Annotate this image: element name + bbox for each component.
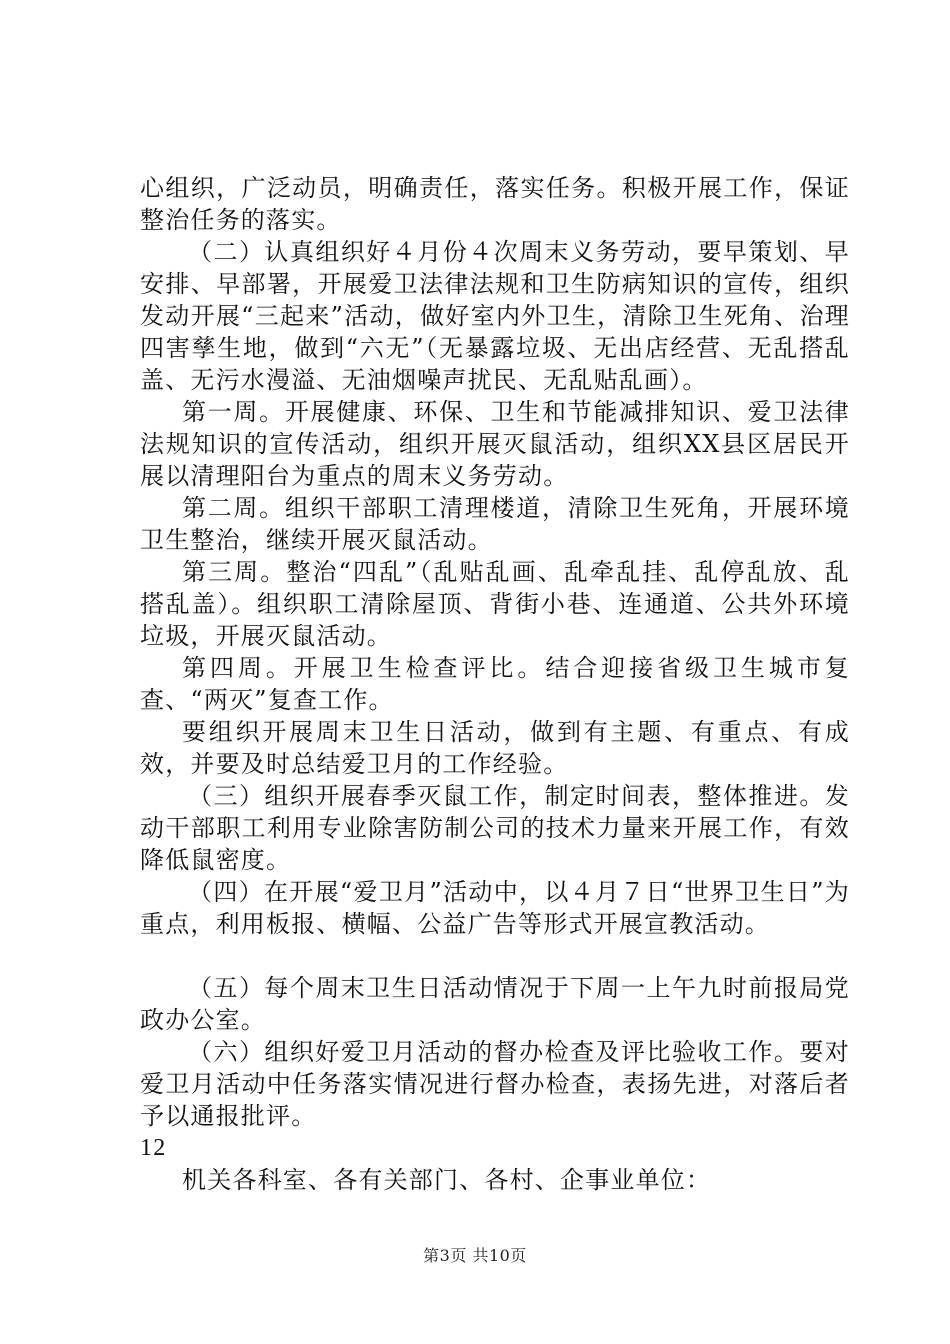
paragraph-week-3: 第三周。整治“四乱”（乱贴乱画、乱牵乱挂、乱停乱放、乱搭乱盖）。组织职工清除屋顶、背街小巷、连通道、公共外环境垃圾，开展灭鼠活动。 <box>140 558 850 650</box>
page-footer: 第3页 共10页 <box>423 1246 527 1265</box>
paragraph-section-4: （四）在开展“爱卫月”活动中，以４月７日“世界卫生日”为重点，利用板报、横幅、公益广告等形式开展宣教活动。 <box>140 878 850 938</box>
number-line: 12 <box>140 1135 167 1161</box>
paragraph-weekend-activity: 要组织开展周末卫生日活动，做到有主题、有重点、有成效，并要及时总结爱卫月的工作经验。 <box>140 718 850 778</box>
paragraph-section-5: （五）每个周末卫生日活动情况于下周一上午九时前报局党政办公室。 <box>140 974 850 1034</box>
paragraph-week-1: 第一周。开展健康、环保、卫生和节能减排知识、爱卫法律法规知识的宣传活动，组织开展灭鼠活动，组织XX县区居民开展以清理阳台为重点的周末义务劳动。 <box>140 398 850 490</box>
document-body <box>140 172 850 1196</box>
paragraph-continuation: 心组织，广泛动员，明确责任，落实任务。积极开展工作，保证整治任务的落实。 <box>140 174 850 234</box>
paragraph-week-4: 第四周。开展卫生检查评比。结合迎接省级卫生城市复查、“两灭”复查工作。 <box>140 654 850 714</box>
paragraph-section-3: （三）组织开展春季灭鼠工作，制定时间表，整体推进。发动干部职工利用专业除害防制公司的技术力量来开展工作，有效降低鼠密度。 <box>140 782 850 874</box>
paragraph-section-6: （六）组织好爱卫月活动的督办检查及评比验收工作。要对爱卫月活动中任务落实情况进行督办检查，表扬先进，对落后者予以通报批评。 <box>140 1038 850 1130</box>
paragraph-section-2: （二）认真组织好４月份４次周末义务劳动，要早策划、早安排、早部署，开展爱卫法律法规和卫生防病知识的宣传，组织发动开展“三起来”活动，做好室内外卫生，清除卫生死角、治理四害孳生地，做到“六无”（无暴露垃圾、无出店经营、无乱搭乱盖、无污水漫溢、无油烟噪声扰民、无乱贴乱画）。 <box>140 238 850 394</box>
paragraph-week-2: 第二周。组织干部职工清理楼道，清除卫生死角，开展环境卫生整治，继续开展灭鼠活动。 <box>140 494 850 554</box>
addressee-line: 机关各科室、各有关部门、各村、企事业单位： <box>182 1166 712 1194</box>
